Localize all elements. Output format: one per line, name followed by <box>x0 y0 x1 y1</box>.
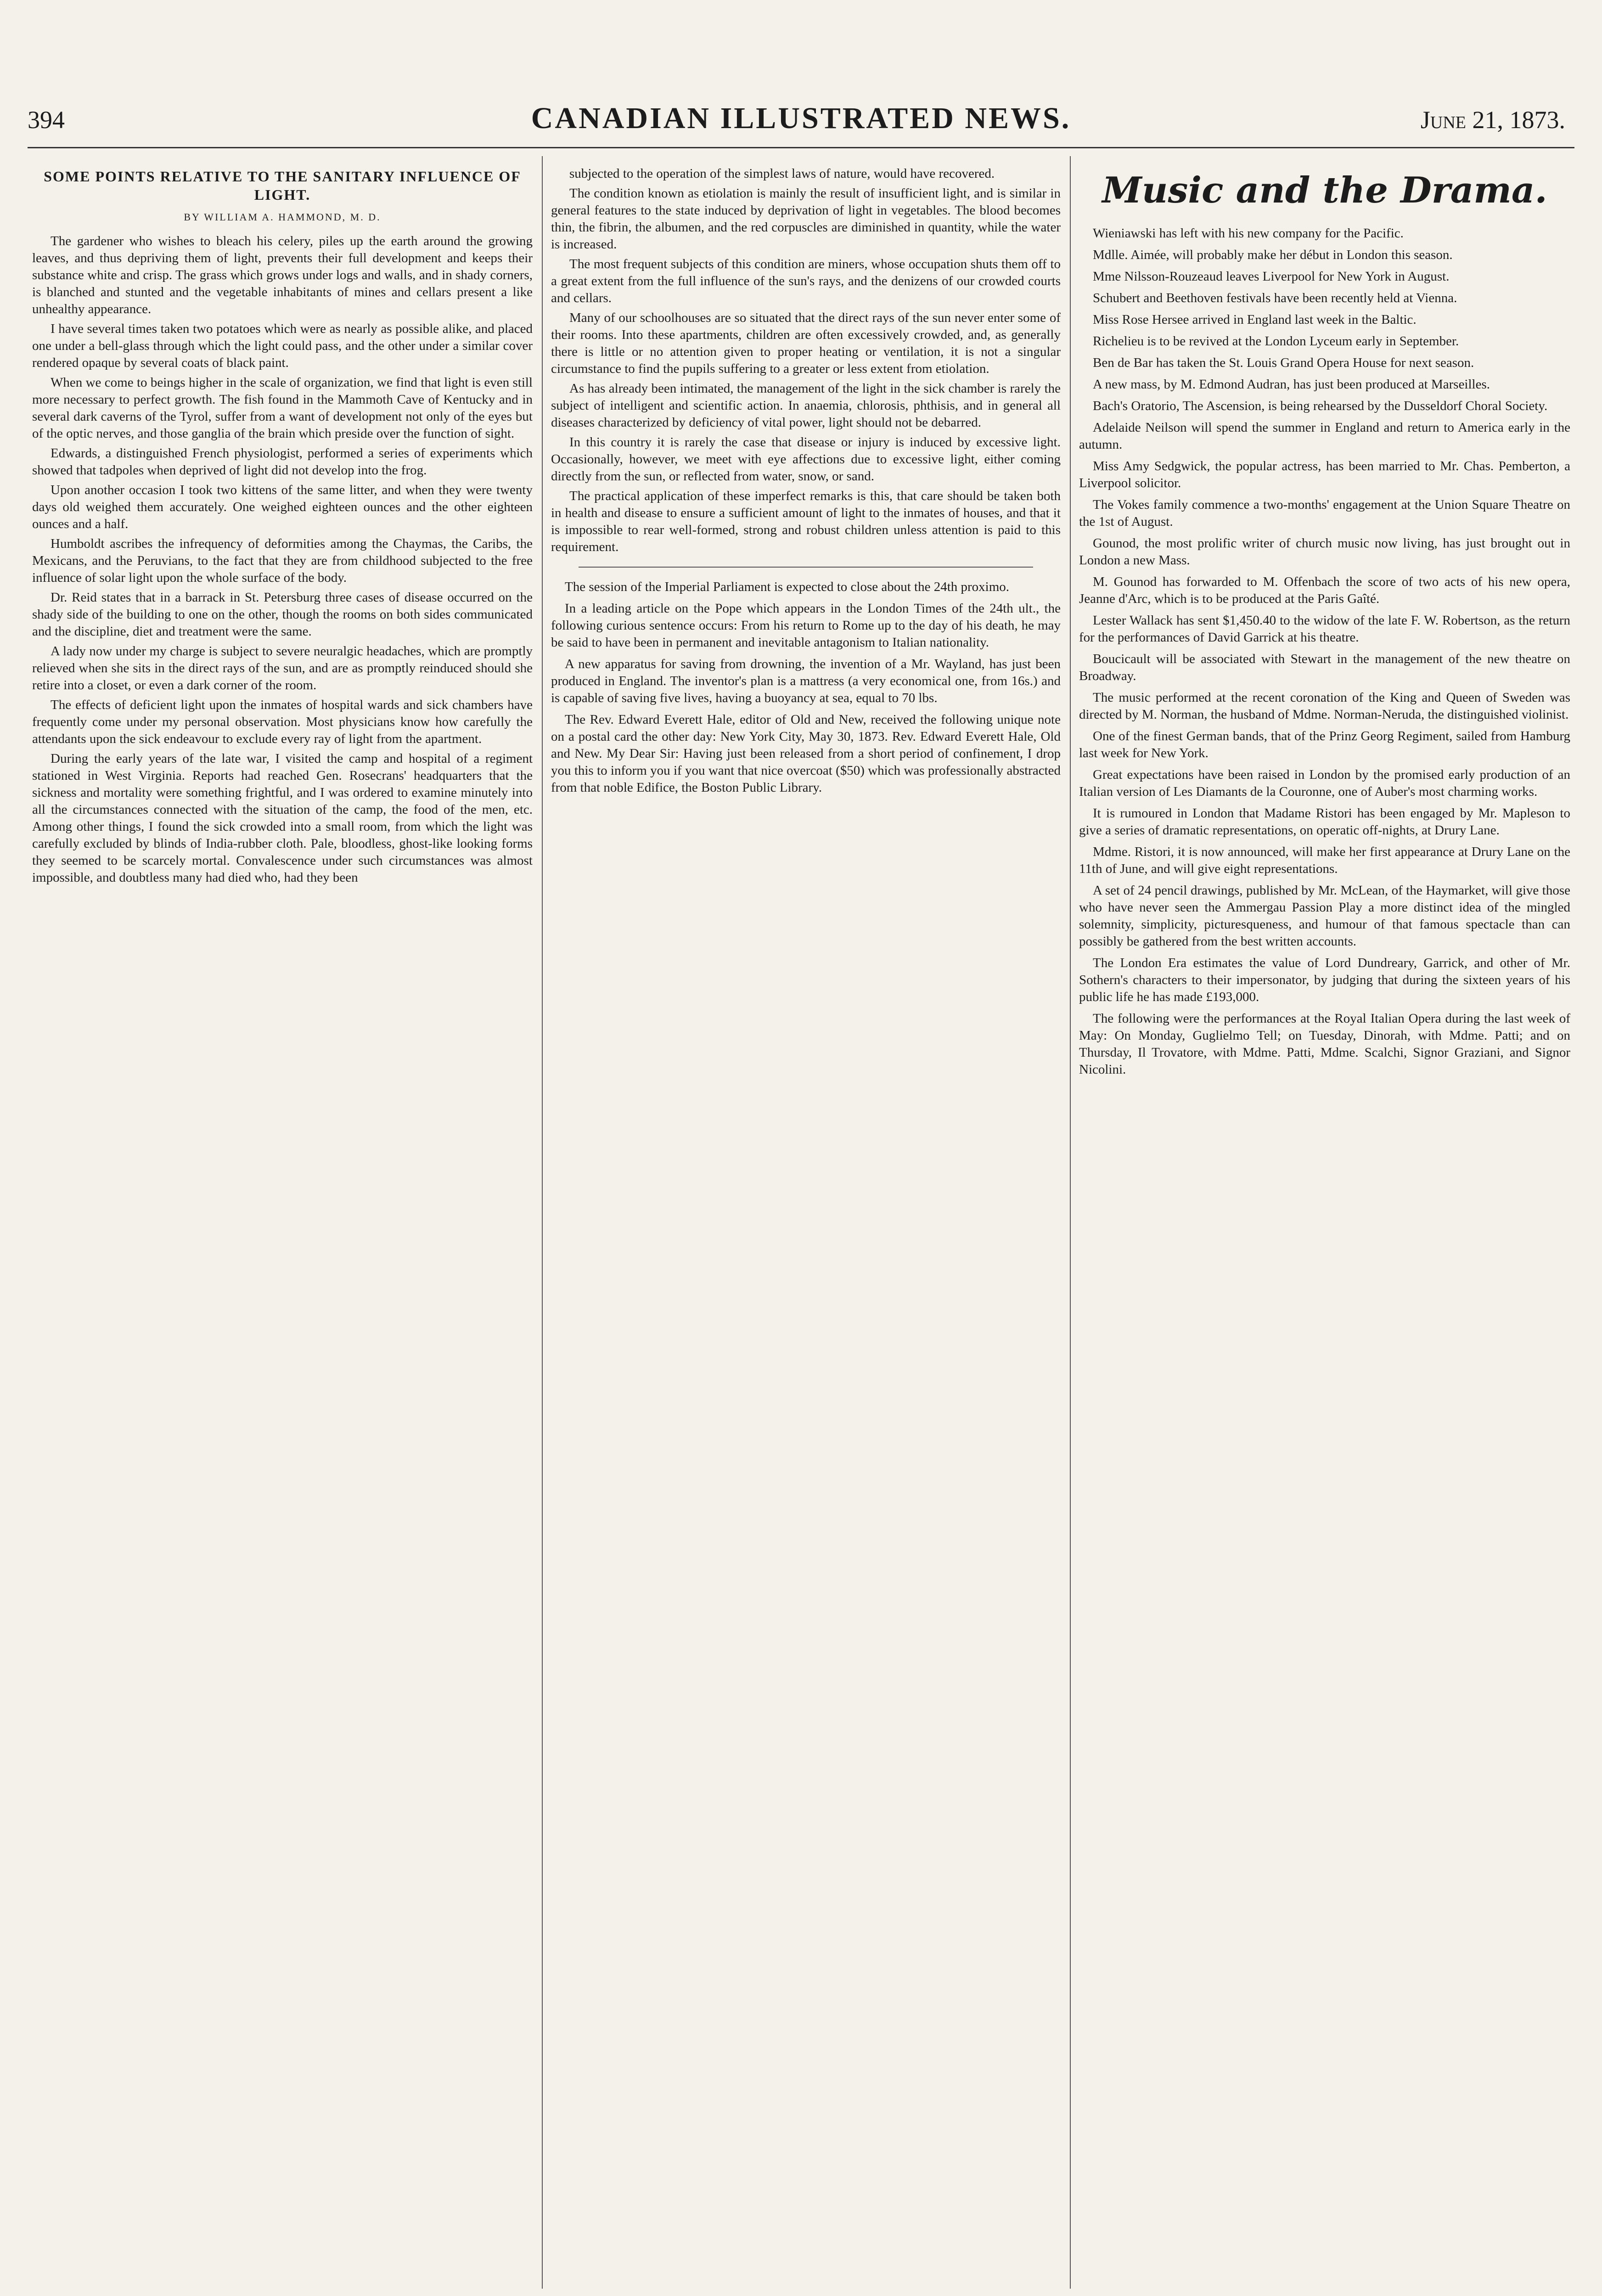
article-paragraph: The most frequent subjects of this condition are miners, whose occupation shuts them off to a great extent from the full influence of the sun's rays, and the denizens of our crowded courts and cellars. <box>551 257 1061 305</box>
article-paragraph: Edwards, a distinguished French physiologist, performed a series of experiments which showed that tadpoles when deprived of light did not develop into the frog. <box>32 446 533 478</box>
music-item: Mme Nilsson-Rouzeaud leaves Liverpool for New York in August. <box>1093 269 1450 284</box>
section-divider <box>579 567 1033 568</box>
article-paragraph: The condition known as etiolation is mainly the result of insufficient light, and is similar in general features to the state induced by deprivation of light in vegetables. The blood becomes thin, the fibrin, the albumen, and the red corpuscles are diminished in quantity, while the water is increased. <box>551 186 1061 252</box>
article-paragraph: The practical application of these imperfect remarks is this, that care should be taken both in health and disease to ensure a sufficient amount of light to the inmates of houses, and that it is impossible to rear well-formed, strong and robust children unless attention is paid to this requirement. <box>551 489 1061 554</box>
music-item: Schubert and Beethoven festivals have been recently held at Vienna. <box>1093 291 1457 305</box>
music-item: Miss Amy Sedgwick, the popular actress, has been married to Mr. Chas. Pemberton, a Liverpool solicitor. <box>1079 459 1570 490</box>
music-item: Adelaide Neilson will spend the summer in England and return to America early in the autumn. <box>1079 420 1570 452</box>
right-column <box>1079 165 1570 2289</box>
music-item: A new mass, by M. Edmond Audran, has just been produced at Marseilles. <box>1093 377 1490 392</box>
article-paragraph: During the early years of the late war, I visited the camp and hospital of a regiment stationed in West Virginia. Reports had reached Gen. Rosecrans' headquarters that the sickness and mortality were something frightful, and I was ordered to examine minutely into all the circumstances connected with the situation of the camp, the food of the men, etc. Among other things, I found the sick crowded into a small room, from which the light was carefully excluded by blinds of India-rubber cloth. Pale, bloodless, ghost-like looking forms they seemed to be scarcely mortal. Convalescence under such circumstances was almost impossible, and doubtless many had died who, had they been <box>32 751 533 885</box>
music-item: Great expectations have been raised in London by the promised early production of an Italian version of Les Diamants de la Couronne, one of Auber's most charming works. <box>1079 767 1570 799</box>
music-item: Richelieu is to be revived at the London Lyceum early in September. <box>1093 334 1459 349</box>
section-title: Music and the Drama. <box>1102 169 1547 211</box>
news-item: A new apparatus for saving from drowning, the invention of a Mr. Wayland, has just been produced in England. The inventor's plan is a mattress (a very economical one, from 16s.) and is capable of saving five lives, having a buoyancy at sea, equal to 70 lbs. <box>551 657 1061 705</box>
header-rule <box>28 147 1574 148</box>
music-item: Gounod, the most prolific writer of church music now living, has just brought out in London a new Mass. <box>1079 536 1570 568</box>
music-item: A set of 24 pencil drawings, published by Mr. McLean, of the Haymarket, will give those who have never seen the Ammergau Passion Play a more distinct idea of the mingled solemnity, simplicity, picturesqueness, and humour of that famous spectacle than can possibly be gathered from the best written accounts. <box>1079 883 1570 949</box>
music-item: Boucicault will be associated with Stewart in the management of the new theatre on Broadway. <box>1079 652 1570 683</box>
music-item: One of the finest German bands, that of the Prinz Georg Regiment, sailed from Hamburg last week for New York. <box>1079 729 1570 760</box>
article-paragraph: subjected to the operation of the simplest laws of nature, would have recovered. <box>569 166 995 181</box>
music-item: Lester Wallack has sent $1,450.40 to the widow of the late F. W. Robertson, as the return for the performances of David Garrick at his theatre. <box>1079 613 1570 645</box>
music-item: The following were the performances at the Royal Italian Opera during the last week of May: On Monday, Guglielmo Tell; on Tuesday, Dinorah, with Mdme. Patti; and on Thursday, Il Trovatore, with Mdme. Patti, Mdme. Scalchi, Signor Graziani, and Signor Nicolini. <box>1079 1011 1570 1077</box>
article-title: SOME POINTS RELATIVE TO THE SANITARY INFLUENCE OF LIGHT. <box>44 168 521 203</box>
music-item: The London Era estimates the value of Lord Dundreary, Garrick, and other of Mr. Sothern's characters to their impersonator, by judging that during the sixteen years of his public life he has made £193,000. <box>1079 956 1570 1004</box>
article-paragraph: Upon another occasion I took two kittens of the same litter, and when they were twenty days old weighed them accurately. One weighed eighteen ounces and the other eighteen ounces and a half. <box>32 483 533 531</box>
news-item: In a leading article on the Pope which appears in the London Times of the 24th ult., the following curious sentence occurs: From his return to Rome up to the day of his death, he may be said to have been in permanent and inevitable antagonism to Italian nationality. <box>551 601 1061 650</box>
article-paragraph: Humboldt ascribes the infrequency of deformities among the Chaymas, the Caribs, the Mexicans, and the Peruvians, to the fact that they are from childhood subjected to the free influence of solar light upon the whole surface of the body. <box>32 536 533 585</box>
music-item: M. Gounod has forwarded to M. Offenbach the score of two acts of his new opera, Jeanne d'Arc, which is to be produced at the Paris Gaîté. <box>1079 574 1570 606</box>
music-item: The music performed at the recent coronation of the King and Queen of Sweden was directed by M. Norman, the husband of Mdme. Norman-Neruda, the distinguished violinist. <box>1079 690 1570 722</box>
article-byline: BY WILLIAM A. HAMMOND, M. D. <box>184 211 381 223</box>
article-paragraph: In this country it is rarely the case that disease or injury is induced by excessive light. Occasionally, however, we meet with eye affections due to excessive light, either coming directly from the sun, or reflected from water, snow, or sand. <box>551 435 1061 484</box>
music-item: Ben de Bar has taken the St. Louis Grand Opera House for next season. <box>1093 355 1474 370</box>
left-column <box>32 165 533 2289</box>
middle-column <box>551 165 1061 2289</box>
issue-date: June 21, 1873. <box>1420 106 1565 134</box>
music-item: Mdme. Ristori, it is now announced, will make her first appearance at Drury Lane on the 11th of June, and will give eight representations. <box>1079 844 1570 876</box>
article-paragraph: Many of our schoolhouses are so situated that the direct rays of the sun never enter some of their rooms. Into these apartments, children are often excessively crowded, and, as generally there is little or no attention given to proper heating or ventilation, it is not a singular circumstance to find the pupils suffering to a greater or less extent from etiolation. <box>551 310 1061 376</box>
column-divider <box>542 156 543 2289</box>
news-item: The session of the Imperial Parliament is expected to close about the 24th proximo. <box>565 580 1010 594</box>
music-item: The Vokes family commence a two-months' engagement at the Union Square Theatre on the 1st of August. <box>1079 497 1570 529</box>
music-item: Miss Rose Hersee arrived in England last week in the Baltic. <box>1093 312 1417 327</box>
music-item: Mdlle. Aimée, will probably make her début in London this season. <box>1093 248 1453 262</box>
page-number: 394 <box>28 106 65 134</box>
article-paragraph: As has already been intimated, the management of the light in the sick chamber is rarely the subject of intelligent and scientific action. In anaemia, chlorosis, phthisis, and in general all diseases characterized by deficiency of vital power, light should not be debarred. <box>551 381 1061 430</box>
masthead: CANADIAN ILLUSTRATED NEWS. <box>531 101 1071 135</box>
music-item: It is rumoured in London that Madame Ristori has been engaged by Mr. Mapleson to give a series of dramatic representations, on operatic off-nights, at Drury Lane. <box>1079 806 1570 838</box>
article-paragraph: Dr. Reid states that in a barrack in St. Petersburg three cases of disease occurred on the shady side of the building to one on the other, though the rooms on both sides communicated and the discipline, diet and treatment were the same. <box>32 590 533 639</box>
music-item: Bach's Oratorio, The Ascension, is being rehearsed by the Dusseldorf Choral Society. <box>1093 399 1548 413</box>
article-paragraph: The effects of deficient light upon the inmates of hospital wards and sick chambers have frequently come under my personal observation. Most physicians know how carefully the attendants upon the sick endeavour to exclude every ray of light from the apartment. <box>32 698 533 746</box>
article-paragraph: When we come to beings higher in the scale of organization, we find that light is even still more necessary to perfect growth. The fish found in the Mammoth Cave of Kentucky and in several dark caverns of the Tyrol, suffer from a want of development not only of the eyes but of the optic nerves, and those ganglia of the brain which preside over the function of sight. <box>32 375 533 441</box>
column-divider <box>1070 156 1071 2289</box>
article-paragraph: I have several times taken two potatoes which were as nearly as possible alike, and placed one under a bell-glass through which the light could pass, and the other under a similar cover rendered opaque by several coats of black paint. <box>32 321 533 370</box>
page-header <box>28 92 1574 142</box>
article-paragraph: A lady now under my charge is subject to severe neuralgic headaches, which are promptly relieved when she sits in the direct rays of the sun, and are as promptly reinduced should she retire into a closet, or even a dark corner of the room. <box>32 644 533 692</box>
music-item: Wieniawski has left with his new company for the Pacific. <box>1093 226 1404 241</box>
article-paragraph: The gardener who wishes to bleach his celery, piles up the earth around the growing leaves, and thus depriving them of light, prevents their full development and keeps their substance white and crisp. The grass which grows under logs and walls, and in shady corners, is blanched and stunted and the vegetable inhabitants of mines and cellars present a like unhealthy appearance. <box>32 234 533 316</box>
news-item: The Rev. Edward Everett Hale, editor of Old and New, received the following unique note on a postal card the other day: New York City, May 30, 1873. Rev. Edward Everett Hale, Old and New. My Dear Sir: Having just been released from a short period of confinement, I drop you this to inform you if you want that nice overcoat ($50) which was professionally abstracted from that noble Edifice, the Boston Public Library. <box>551 712 1061 795</box>
